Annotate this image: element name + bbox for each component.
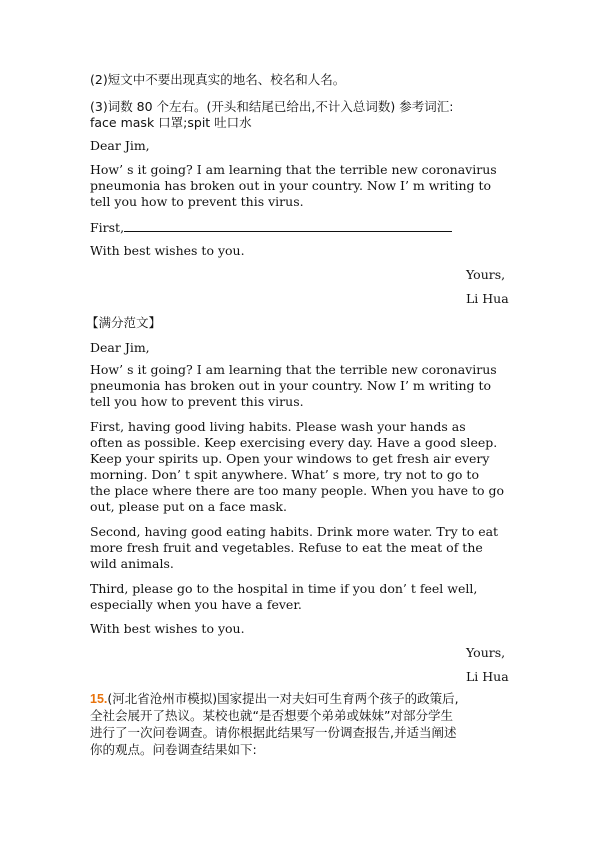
model-yours: Yours, (466, 645, 506, 660)
question-number: 15. (90, 692, 108, 706)
model-para2-line: wild animals. (90, 556, 174, 571)
requirement-2: (2)短文中不要出现真实的地名、校名和人名。 (90, 72, 346, 87)
model-greeting: Dear Jim, (90, 340, 150, 355)
model-intro-line: tell you how to prevent this virus. (90, 394, 304, 409)
model-para1-line: often as possible. Keep exercising every day. Have a good sleep. (90, 435, 498, 450)
prompt-intro-line: tell you how to prevent this virus. (90, 194, 304, 209)
model-closing: With best wishes to you. (90, 621, 245, 636)
question-15-line: 全社会展开了热议。某校也就“是否想要个弟弟或妹妹”对部分学生 (90, 708, 453, 723)
answer-blank (124, 219, 452, 232)
model-intro-line: How’ s it going? I am learning that the terrible new coronavirus (90, 362, 497, 377)
model-para1-line: out, please put on a face mask. (90, 499, 287, 514)
vocabulary-hint: face mask 口罩;spit 吐口水 (90, 115, 252, 130)
requirement-3: (3)词数 80 个左右。(开头和结尾已给出,不计入总词数) 参考词汇: (90, 99, 454, 114)
prompt-intro-line: How’ s it going? I am learning that the terrible new coronavirus (90, 162, 497, 177)
model-para1-line: morning. Don’ t spit anywhere. What’ s more, try not to go to (90, 467, 479, 482)
prompt-greeting: Dear Jim, (90, 138, 150, 153)
prompt-signature: Li Hua (466, 291, 509, 306)
model-para3-line: especially when you have a fever. (90, 597, 302, 612)
first-label: First, (90, 220, 125, 235)
prompt-closing: With best wishes to you. (90, 243, 245, 258)
model-signature: Li Hua (466, 669, 509, 684)
model-para1-line: First, having good living habits. Please wash your hands as (90, 419, 466, 434)
model-para2-line: more fresh fruit and vegetables. Refuse to eat the meat of the (90, 540, 483, 555)
prompt-yours: Yours, (466, 267, 506, 282)
model-para3-line: Third, please go to the hospital in time if you don’ t feel well, (90, 581, 478, 596)
first-blank-line (90, 219, 452, 236)
question-15-line: 你的观点。问卷调查结果如下: (90, 742, 257, 757)
model-para2-line: Second, having good eating habits. Drink more water. Try to eat (90, 524, 499, 539)
model-para1-line: the place where there are too many people. When you have to go (90, 483, 505, 498)
model-intro-line: pneumonia has broken out in your country. Now I’ m writing to (90, 378, 492, 393)
question-15-line: 进行了一次问卷调查。请你根据此结果写一份调查报告,并适当阐述 (90, 725, 457, 740)
question-15-line (90, 691, 459, 707)
model-essay-heading: 【满分范文】 (86, 315, 162, 330)
prompt-intro-line: pneumonia has broken out in your country. Now I’ m writing to (90, 178, 492, 193)
model-para1-line: Keep your spirits up. Open your windows to get fresh air every (90, 451, 490, 466)
question-text: (河北省沧州市模拟)国家提出一对夫妇可生育两个孩子的政策后, (107, 691, 459, 706)
